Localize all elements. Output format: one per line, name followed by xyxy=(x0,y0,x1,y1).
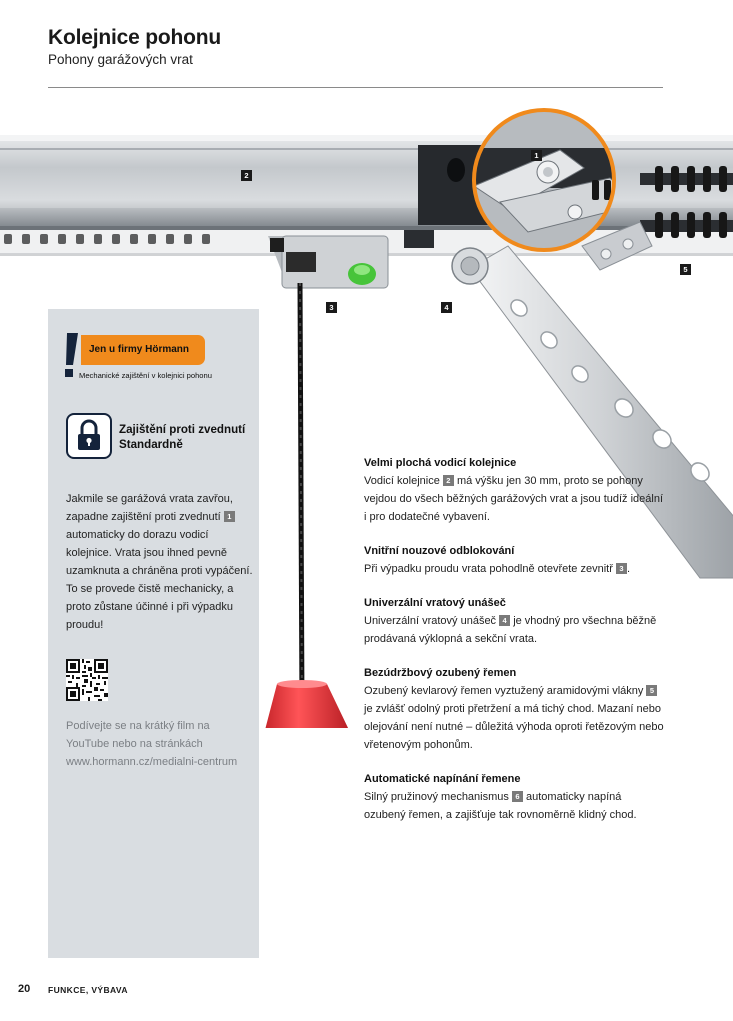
ref-badge: 3 xyxy=(616,563,627,574)
callout-5: 5 xyxy=(680,264,691,275)
lock-feature-title xyxy=(119,422,245,452)
feature-title: Vnitřní nouzové odblokování xyxy=(364,545,515,557)
footer-section: FUNKCE, VÝBAVA xyxy=(48,985,128,995)
feature-text-end: má výšku jen 30 mm, proto se pohony vejdou do všech běžných garážových vrat a jsou tudíž ideální i pro dodatečné vybavení. xyxy=(364,475,664,523)
qr-code-icon xyxy=(66,659,108,701)
callout-1: 1 xyxy=(531,150,542,161)
page-title: Kolejnice pohonu xyxy=(48,26,221,49)
feature-item xyxy=(364,665,664,754)
feature-title: Univerzální vratový unášeč xyxy=(364,597,506,609)
feature-text-start: Vodicí kolejnice xyxy=(364,475,440,487)
callout-2: 2 xyxy=(241,170,252,181)
feature-text xyxy=(364,612,664,648)
video-note: Podívejte se na krátký film na YouTube nebo na stránkách www.hormann.cz/medialni-centrum xyxy=(66,720,238,768)
feature-item xyxy=(364,771,664,824)
feature-list xyxy=(364,455,664,841)
lock-title-line2: Standardně xyxy=(119,438,183,451)
ref-badge: 1 xyxy=(224,511,235,522)
exclamation-icon xyxy=(64,333,78,381)
lock-description-text: Jakmile se garážová vrata zavřou, zapadne zajištění proti zvednutí xyxy=(66,493,233,523)
feature-text xyxy=(364,788,664,824)
feature-text xyxy=(364,472,664,526)
feature-item xyxy=(364,595,664,648)
feature-text-start: Silný pružinový mechanismus xyxy=(364,791,509,803)
ref-badge: 5 xyxy=(646,685,657,696)
feature-text xyxy=(364,560,664,578)
info-sidebar xyxy=(48,309,259,958)
feature-text-end: je vhodný pro všechna běžně prodávaná výklopná a sekční vrata. xyxy=(364,615,657,645)
exclusive-badge-caption: Mechanické zajištění v kolejnici pohonu xyxy=(79,371,212,380)
feature-text-end: je zvlášť odolný proti přetržení a má tichý chod. Mazaní nebo olejování není nutné – důležitá výhoda oproti řetězovým nebo vřetenovým pohonům. xyxy=(364,703,664,751)
padlock-icon xyxy=(66,413,112,459)
feature-title: Velmi plochá vodicí kolejnice xyxy=(364,457,517,469)
feature-text-start: Univerzální vratový unášeč xyxy=(364,615,497,627)
lock-title-line1: Zajištění proti zvednutí xyxy=(119,423,246,436)
feature-item xyxy=(364,455,664,526)
page-subtitle: Pohony garážových vrat xyxy=(48,52,193,67)
lock-description xyxy=(66,490,256,634)
feature-text xyxy=(364,682,664,754)
page-number: 20 xyxy=(18,983,31,995)
feature-text-start: Ozubený kevlarový řemen vyztužený aramidovými vlákny xyxy=(364,685,644,697)
feature-text-start: Při výpadku proudu vrata pohodlně otevřete zevnitř xyxy=(364,563,613,575)
feature-text-end: . xyxy=(626,563,630,575)
header-divider xyxy=(48,87,663,88)
feature-title: Automatické napínání řemene xyxy=(364,773,521,785)
feature-title: Bezúdržbový ozubený řemen xyxy=(364,667,517,679)
lock-description-text-cont: automaticky do dorazu vodicí kolejnice. Vrata jsou ihned pevně uzamknuta a chráněna proti vypáčení. To se provede čistě mechanicky, a proto zůstane účinné i při výpadku proudu! xyxy=(66,529,253,631)
feature-item xyxy=(364,543,664,578)
exclusive-badge-label: Jen u firmy Hörmann xyxy=(81,335,205,365)
ref-badge: 4 xyxy=(499,615,510,626)
callout-4: 4 xyxy=(441,302,452,313)
callout-3: 3 xyxy=(326,302,337,313)
ref-badge: 6 xyxy=(512,791,523,802)
ref-badge: 2 xyxy=(443,475,454,486)
feature-text-end: automaticky napíná ozubený řemen, a zajišťuje tak rovnoměrně klidný chod. xyxy=(364,791,637,821)
